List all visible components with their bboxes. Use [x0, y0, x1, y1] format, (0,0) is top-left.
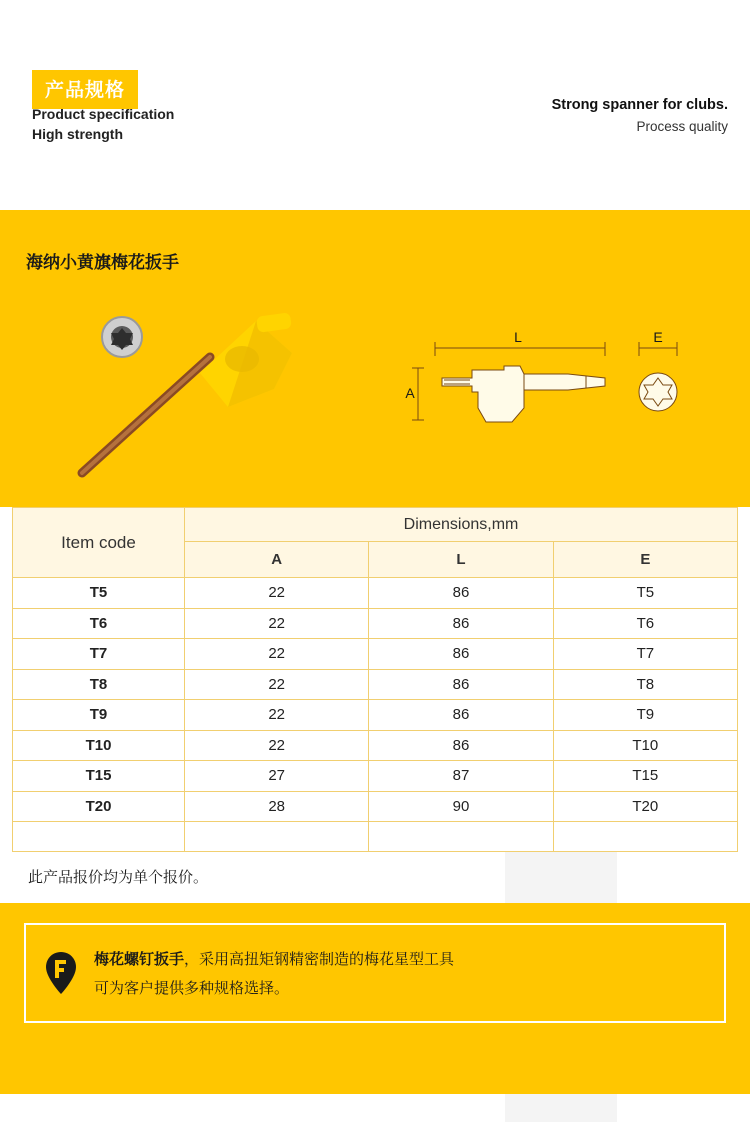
table-body	[13, 578, 738, 852]
cell-item-code: T6	[13, 608, 185, 639]
header-subtitle-1: Product specification	[32, 106, 175, 122]
cell-empty	[553, 822, 737, 852]
header-tagline-1: Strong spanner for clubs.	[551, 97, 728, 113]
table-header-row	[13, 508, 738, 542]
header-item-code: Item code	[13, 508, 185, 578]
cell-dimension-a: 28	[185, 791, 369, 822]
cell-empty	[13, 822, 185, 852]
cell-item-code: T5	[13, 578, 185, 609]
cell-item-code: T15	[13, 761, 185, 792]
cell-dimension-l: 86	[369, 639, 553, 670]
cell-dimension-l: 90	[369, 791, 553, 822]
cell-dimension-l: 87	[369, 761, 553, 792]
header-col-e: E	[553, 542, 737, 578]
cell-dimension-a: 22	[185, 669, 369, 700]
cell-dimension-a: 22	[185, 578, 369, 609]
table-row	[13, 608, 738, 639]
callout-box	[24, 923, 726, 1023]
header-tagline-2: Process quality	[636, 119, 728, 134]
table-row	[13, 791, 738, 822]
cell-dimension-e: T6	[553, 608, 737, 639]
header-badge: 产品规格	[32, 70, 138, 109]
location-pin-icon	[44, 950, 78, 996]
product-photo	[60, 295, 310, 485]
dimension-label-L: L	[514, 330, 522, 345]
dimension-label-A: A	[405, 385, 415, 401]
cell-dimension-a: 22	[185, 608, 369, 639]
header-col-l: L	[369, 542, 553, 578]
cell-dimension-l: 86	[369, 578, 553, 609]
callout-line-2: 可为客户提供多种规格选择。	[94, 979, 290, 997]
cell-empty	[369, 822, 553, 852]
price-note: 此产品报价均为单个报价。	[28, 868, 209, 886]
specification-table	[12, 507, 738, 852]
cell-dimension-e: T20	[553, 791, 737, 822]
cell-dimension-e: T9	[553, 700, 737, 731]
header-col-a: A	[185, 542, 369, 578]
page-header	[0, 0, 750, 210]
table-row	[13, 730, 738, 761]
callout-line-1-bold: 梅花螺钉扳手	[94, 950, 185, 968]
cell-item-code: T8	[13, 669, 185, 700]
table-row	[13, 700, 738, 731]
cell-item-code: T9	[13, 700, 185, 731]
callout-text	[94, 948, 454, 998]
cell-dimension-l: 86	[369, 669, 553, 700]
cell-dimension-a: 27	[185, 761, 369, 792]
table-row	[13, 639, 738, 670]
spec-table-wrap	[0, 507, 750, 887]
cell-dimension-e: T10	[553, 730, 737, 761]
table-row	[13, 669, 738, 700]
cell-dimension-l: 86	[369, 700, 553, 731]
cell-dimension-a: 22	[185, 730, 369, 761]
callout-line-1	[94, 948, 454, 969]
cell-dimension-a: 22	[185, 700, 369, 731]
dimension-label-E: E	[653, 330, 663, 345]
product-panel	[0, 210, 750, 507]
cell-item-code: T10	[13, 730, 185, 761]
cell-dimension-e: T5	[553, 578, 737, 609]
callout-line-1-rest: ，采用高扭矩钢精密制造的梅花星型工具	[184, 950, 455, 968]
cell-empty	[185, 822, 369, 852]
callout-band	[0, 903, 750, 1058]
cell-item-code: T7	[13, 639, 185, 670]
cell-dimension-l: 86	[369, 730, 553, 761]
cell-dimension-l: 86	[369, 608, 553, 639]
cell-dimension-e: T8	[553, 669, 737, 700]
technical-drawing	[400, 330, 700, 460]
table-row	[13, 761, 738, 792]
header-dimensions: Dimensions,mm	[185, 508, 738, 542]
cell-dimension-e: T7	[553, 639, 737, 670]
product-title: 海纳小黄旗梅花扳手	[26, 253, 179, 273]
cell-dimension-e: T15	[553, 761, 737, 792]
table-row	[13, 578, 738, 609]
footer-spacer	[0, 1058, 750, 1094]
header-subtitle-2: High strength	[32, 126, 123, 142]
cell-dimension-a: 22	[185, 639, 369, 670]
cell-item-code: T20	[13, 791, 185, 822]
table-row-blank	[13, 822, 738, 852]
